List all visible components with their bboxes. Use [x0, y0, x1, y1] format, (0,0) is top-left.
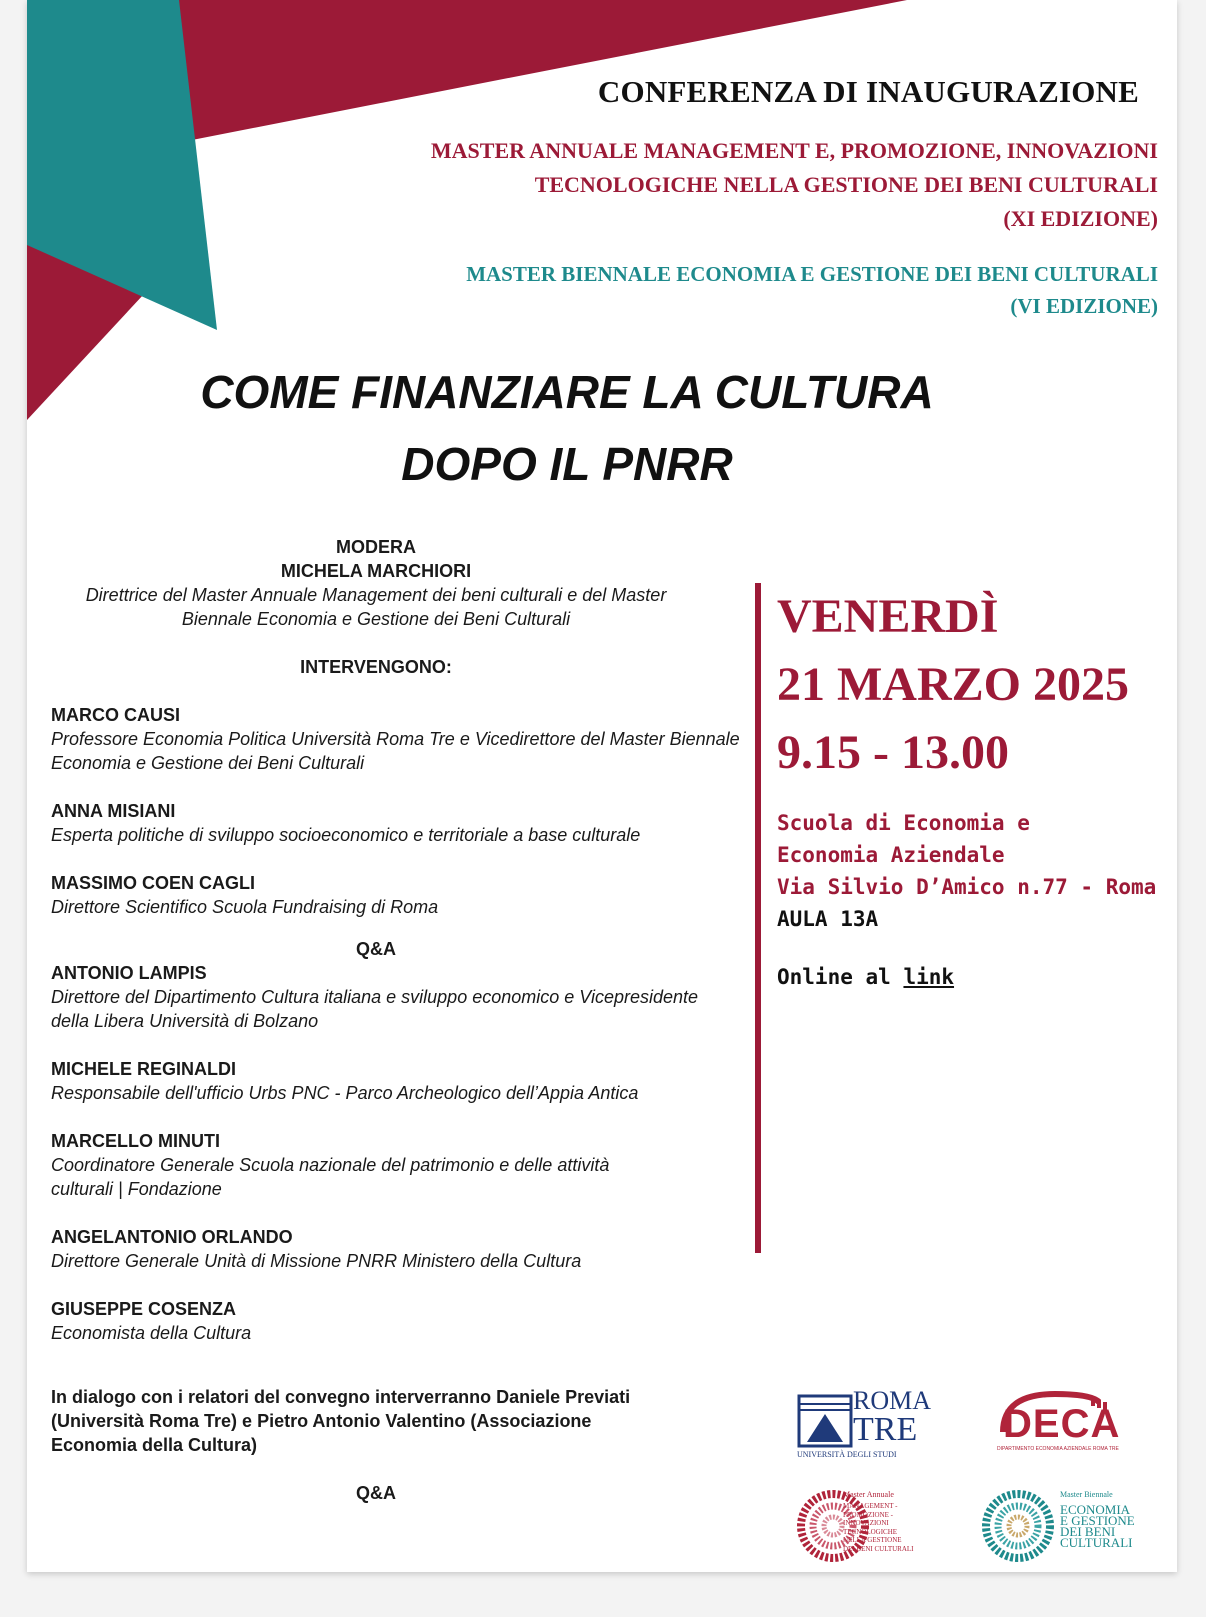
- roma-tre-logo: [797, 1386, 932, 1459]
- event-room: AULA 13A: [777, 907, 879, 931]
- speaker-name: ANGELANTONIO ORLANDO: [51, 1227, 293, 1247]
- event-details: [777, 583, 1167, 989]
- speaker-name: GIUSEPPE COSENZA: [51, 1299, 237, 1319]
- moderator-label: MODERA: [336, 537, 416, 557]
- moderator-role: Direttrice del Master Annuale Management dei beni culturali e del Master Biennale Economia e Gestione dei Beni Culturali: [85, 585, 667, 629]
- roma-tre-line2: TRE: [853, 1411, 918, 1448]
- vertical-divider: [755, 583, 761, 1253]
- event-day: VENERDÌ: [777, 590, 999, 643]
- event-time: 9.15 - 13.00: [777, 726, 1009, 779]
- moderator-block: [51, 535, 701, 631]
- speaker-role: Direttore Generale Unità di Missione PNRR Ministero della Cultura: [51, 1251, 582, 1271]
- speaker-item: [51, 961, 741, 1033]
- venue-line-2: Economia Aziendale: [777, 843, 1005, 867]
- deca-sub: DIPARTIMENTO ECONOMIA AZIENDALE ROMA TRE: [997, 1446, 1119, 1452]
- master-annuale-text-line: TECNOLOGICHE: [843, 1527, 898, 1536]
- master-biennial-line-1: MASTER BIENNALE ECONOMIA E GESTIONE DEI BENI CULTURALI: [466, 262, 1158, 286]
- master-biennale-logo: [982, 1488, 1142, 1564]
- master-annuale-title: Master Annuale: [843, 1490, 894, 1499]
- qa-final-label: Q&A: [356, 1483, 396, 1503]
- conference-heading: CONFERENZA DI INAUGURAZIONE: [597, 74, 1139, 109]
- speaker-name: MARCELLO MINUTI: [51, 1131, 220, 1151]
- master-annuale-text-line: MANAGEMENT -: [843, 1502, 898, 1510]
- speaker-item: [51, 871, 741, 919]
- master-annuale-text-line: DEI BENI CULTURALI: [843, 1544, 914, 1553]
- roma-tre-line1: ROMA: [853, 1386, 932, 1415]
- speakers-label: INTERVENGONO:: [300, 657, 452, 677]
- moderator-name: MICHELA MARCHIORI: [280, 561, 472, 581]
- speaker-role: Esperta politiche di sviluppo socioeconomico e territoriale a base culturale: [51, 825, 641, 845]
- roma-tre-emblem-icon: [797, 1392, 853, 1448]
- master-biennale-title: Master Biennale: [1060, 1490, 1113, 1499]
- speaker-item: [51, 1297, 741, 1345]
- closing-note: In dialogo con i relatori del convegno interverranno Daniele Previati (Università Roma Tre) e Pietro Antonio Valentino (Associazione Economia della Cultura): [51, 1387, 631, 1455]
- master-annual-edition: (XI EDIZIONE): [1003, 206, 1158, 231]
- speaker-item: [51, 799, 741, 847]
- master-biennale-rosette-icon: [982, 1490, 1054, 1562]
- main-title-line-2: DOPO IL PNRR: [401, 438, 733, 490]
- speaker-name: MICHELE REGINALDI: [51, 1059, 237, 1079]
- speaker-role: Direttore del Dipartimento Cultura italiana e sviluppo economico e Vicepresidente della Libera Università di Bolzano: [51, 987, 699, 1031]
- master-annuale-logo: [797, 1488, 937, 1564]
- master-annual-line-1: MASTER ANNUALE MANAGEMENT E, PROMOZIONE, INNOVAZIONI: [430, 138, 1158, 163]
- qa-label: Q&A: [356, 939, 396, 959]
- online-line: [777, 965, 1167, 989]
- speaker-name: MARCO CAUSI: [51, 705, 180, 725]
- speaker-item: [51, 1129, 741, 1201]
- master-biennale-text-line: DEI BENI: [1060, 1524, 1116, 1539]
- venue-address: Via Silvio D’Amico n.77 - Roma: [777, 875, 1157, 899]
- master-annual-heading: [278, 134, 1158, 236]
- event-date: 21 MARZO 2025: [777, 658, 1129, 711]
- deca-logo: [995, 1388, 1121, 1454]
- master-annuale-text-line: NELLA GESTIONE: [843, 1536, 902, 1544]
- online-prefix: Online al: [777, 965, 891, 989]
- event-venue: [777, 807, 1167, 903]
- roma-tre-sub: UNIVERSITÀ DEGLI STUDI: [797, 1450, 897, 1459]
- master-biennial-edition: (VI EDIZIONE): [1010, 294, 1158, 318]
- speaker-role: Coordinatore Generale Scuola nazionale del patrimonio e delle attività culturali | Fondazione: [51, 1155, 610, 1199]
- master-annual-line-2: TECNOLOGICHE NELLA GESTIONE DEI BENI CULTURALI: [534, 172, 1158, 197]
- master-biennale-text-line: CULTURALI: [1060, 1535, 1133, 1550]
- main-title-line-1: COME FINANZIARE LA CULTURA: [200, 366, 934, 418]
- master-biennale-text-line: ECONOMIA: [1060, 1502, 1131, 1517]
- speaker-role: Professore Economia Politica Università Roma Tre e Vicedirettore del Master Biennale Economia e Gestione dei Beni Culturali: [51, 729, 740, 773]
- master-biennale-text-line: E GESTIONE: [1060, 1513, 1135, 1528]
- speaker-name: ANNA MISIANI: [51, 801, 176, 821]
- speaker-item: [51, 1225, 741, 1273]
- speakers-list-1: [51, 703, 741, 919]
- speaker-role: Economista della Cultura: [51, 1323, 252, 1343]
- poster-page: [27, 0, 1177, 1572]
- speaker-item: [51, 1057, 741, 1105]
- speaker-item: [51, 703, 741, 775]
- master-biennial-heading: [278, 258, 1158, 322]
- speakers-list-2: [51, 961, 741, 1345]
- master-annuale-text-line: PROMOZIONE -: [843, 1510, 893, 1519]
- speaker-role: Direttore Scientifico Scuola Fundraising di Roma: [51, 897, 439, 917]
- speaker-name: ANTONIO LAMPIS: [51, 963, 207, 983]
- master-annuale-text: [843, 1502, 914, 1553]
- deca-text: DECA: [1003, 1402, 1121, 1446]
- speaker-name: MASSIMO COEN CAGLI: [51, 873, 256, 893]
- master-annuale-text-line: INNOVAZIONI: [843, 1519, 889, 1527]
- main-title: [197, 356, 937, 500]
- online-link[interactable]: link: [903, 965, 955, 989]
- venue-line-1: Scuola di Economia e: [777, 811, 1030, 835]
- speaker-role: Responsabile dell'ufficio Urbs PNC - Parco Archeologico dell’Appia Antica: [51, 1083, 639, 1103]
- program-column: [51, 535, 741, 1505]
- master-biennale-text: [1060, 1504, 1135, 1548]
